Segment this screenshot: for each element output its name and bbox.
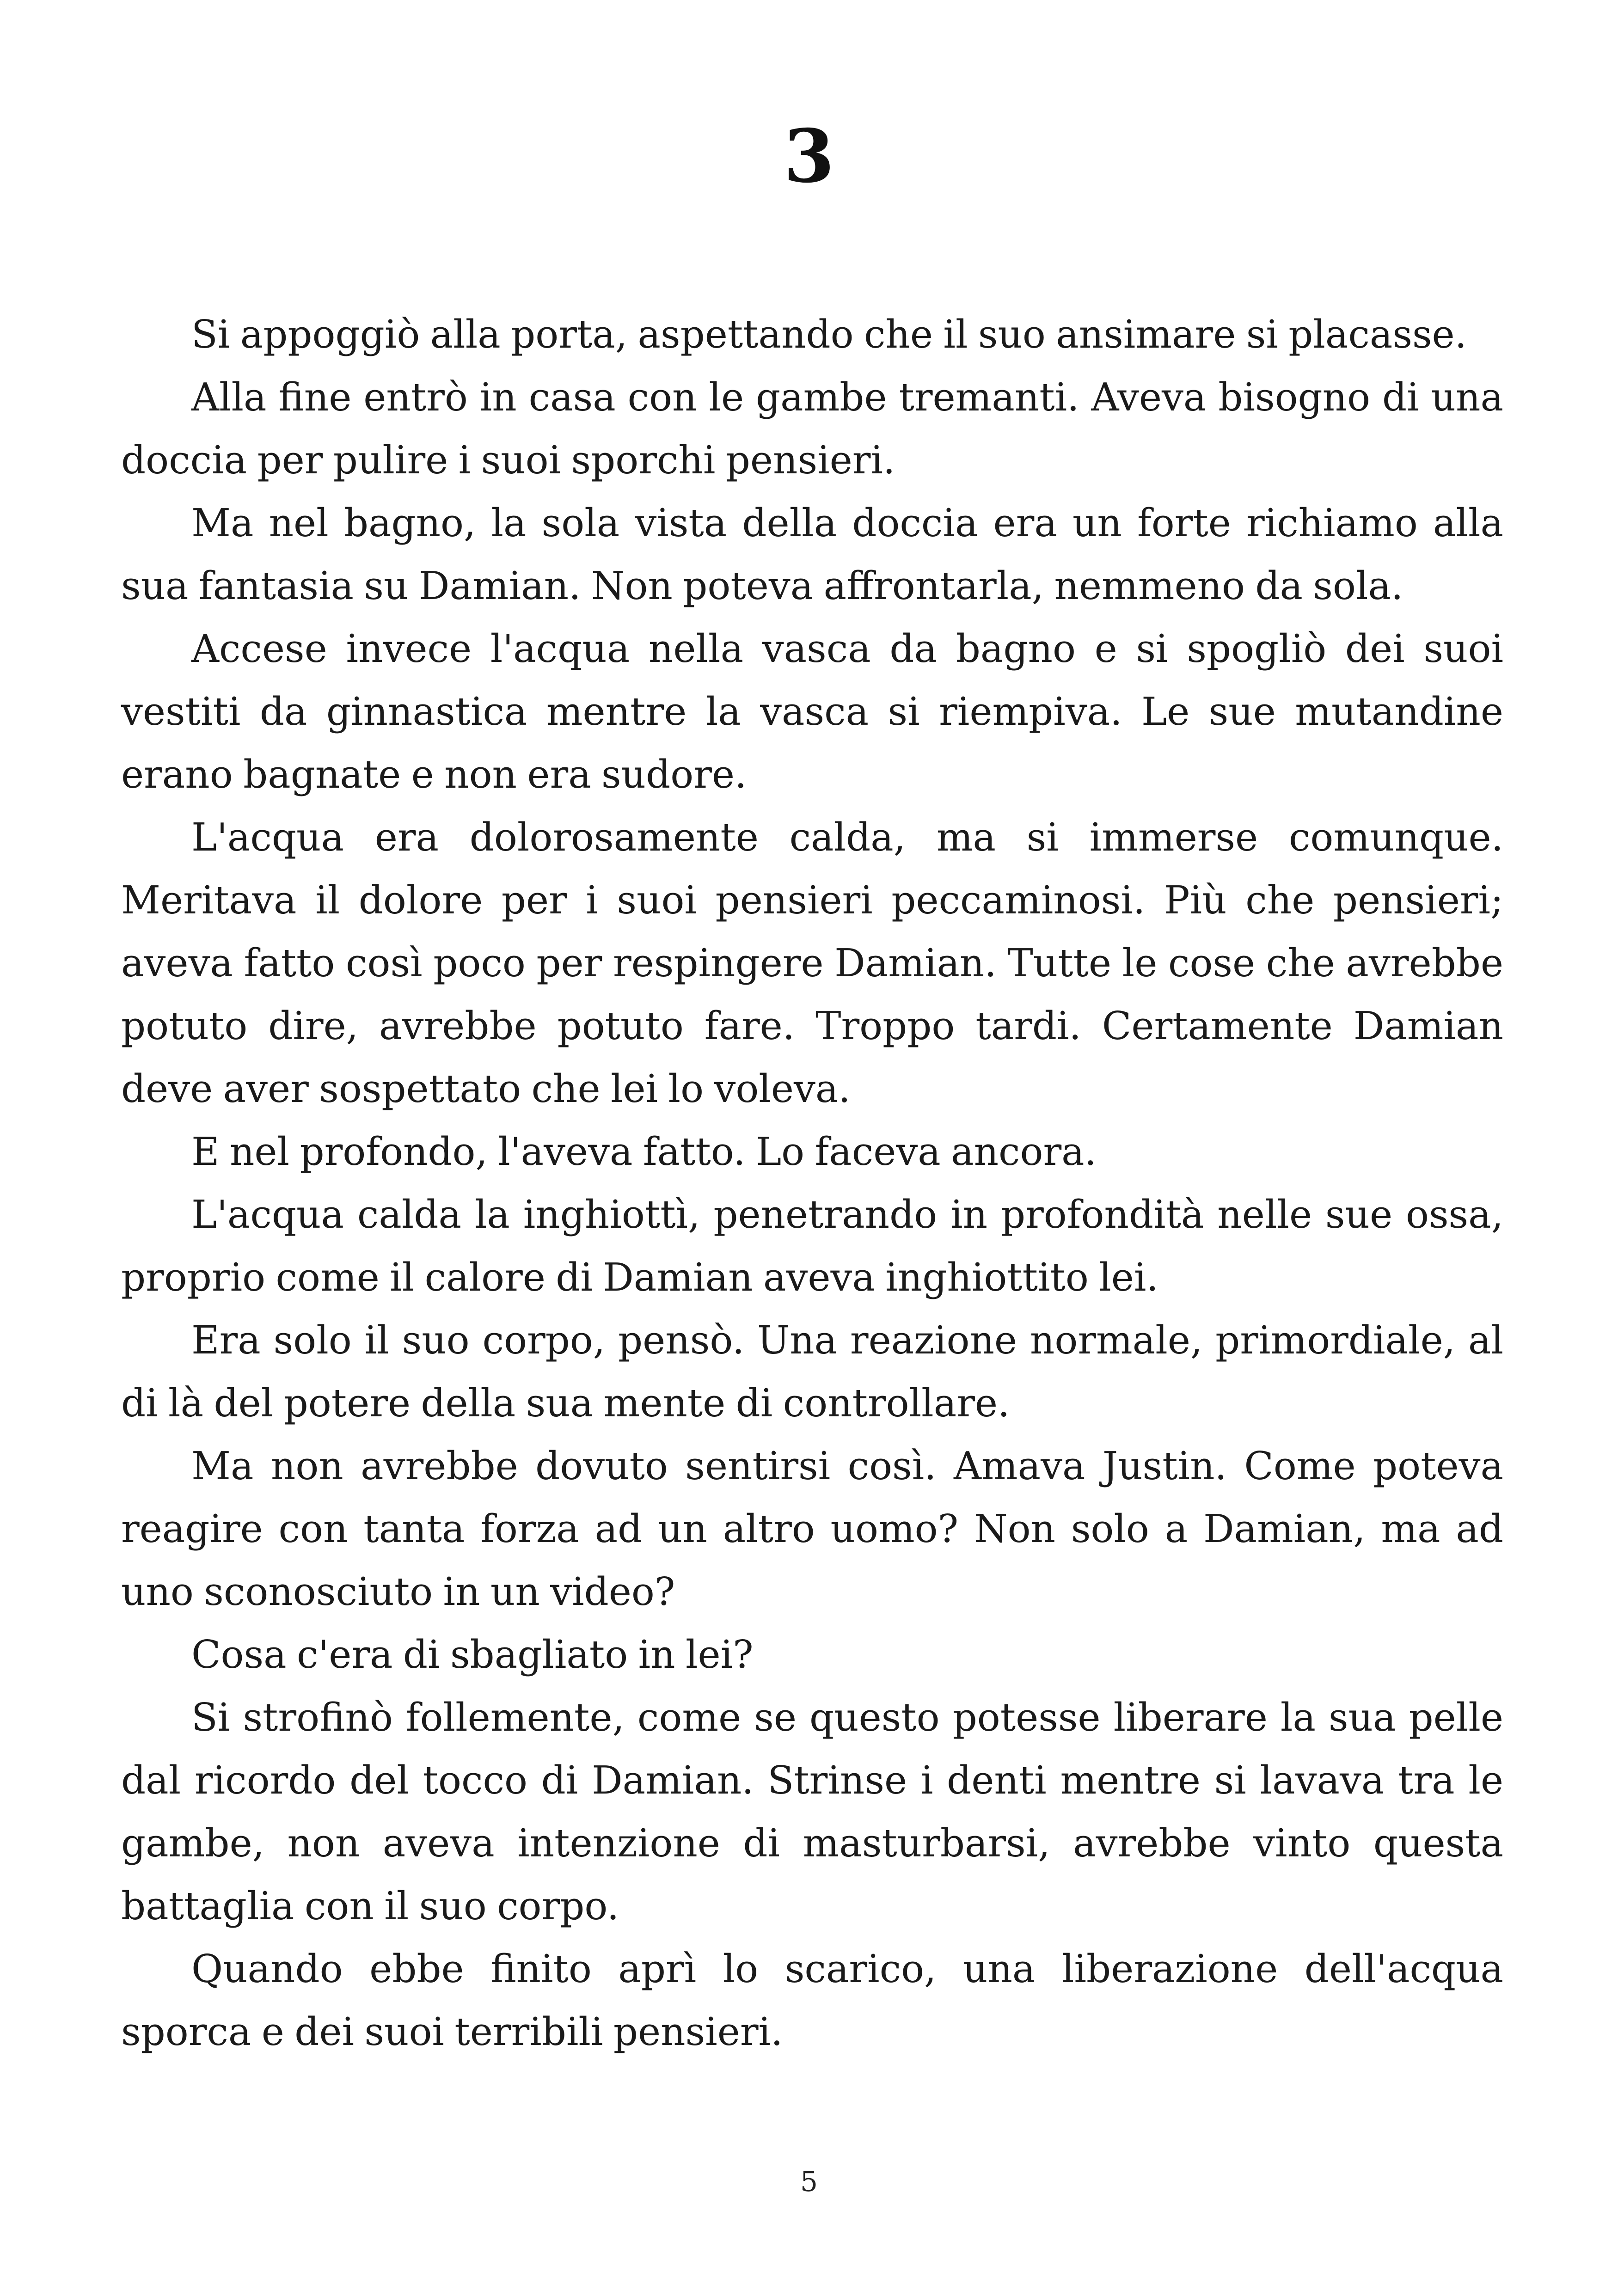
- paragraph: Ma non avrebbe dovuto sentirsi così. Amava Justin. Come poteva reagire con tanta forza ad un altro uomo? Non solo a Damian, ma ad uno sconosciuto in un video?: [121, 1444, 1503, 1614]
- chapter-number: 3: [784, 114, 834, 199]
- paragraph: Era solo il suo corpo, pensò. Una reazione normale, primordiale, al di là del potere della sua mente di controllare.: [121, 1318, 1503, 1426]
- page-number: 5: [800, 2166, 818, 2198]
- chapter-body: [121, 303, 1503, 2063]
- paragraph: Alla fine entrò in casa con le gambe tremanti. Aveva bisogno di una doccia per pulire i suoi sporchi pensieri.: [121, 375, 1503, 483]
- paragraph: Accese invece l'acqua nella vasca da bagno e si spogliò dei suoi vestiti da ginnastica mentre la vasca si riempiva. Le sue mutandine erano bagnate e non era sudore.: [121, 626, 1503, 797]
- paragraph: Si strofinò follemente, come se questo potesse liberare la sua pelle dal ricordo del tocco di Damian. Strinse i denti mentre si lavava tra le gambe, non aveva intenzione di masturbarsi, avrebbe vinto questa battaglia con il suo corpo.: [121, 1695, 1503, 1929]
- paragraph: E nel profondo, l'aveva fatto. Lo faceva ancora.: [191, 1129, 1097, 1174]
- paragraph: Cosa c'era di sbagliato in lei?: [191, 1632, 754, 1677]
- paragraph: Quando ebbe finito aprì lo scarico, una liberazione dell'acqua sporca e dei suoi terribili pensieri.: [121, 1947, 1503, 2054]
- paragraph: L'acqua era dolorosamente calda, ma si immerse comunque. Meritava il dolore per i suoi pensieri peccaminosi. Più che pensieri; aveva fatto così poco per respingere Damian. Tutte le cose che avrebbe potuto dire, avrebbe potuto fare. Troppo tardi. Certamente Damian deve aver sospettato che lei lo voleva.: [121, 815, 1503, 1111]
- paragraph: L'acqua calda la inghiottì, penetrando in profondità nelle sue ossa, proprio come il calore di Damian aveva inghiottito lei.: [121, 1192, 1503, 1300]
- paragraph: Si appoggiò alla porta, aspettando che il suo ansimare si placasse.: [191, 312, 1467, 357]
- paragraph: Ma nel bagno, la sola vista della doccia era un forte richiamo alla sua fantasia su Damian. Non poteva affrontarla, nemmeno da sola.: [121, 501, 1503, 608]
